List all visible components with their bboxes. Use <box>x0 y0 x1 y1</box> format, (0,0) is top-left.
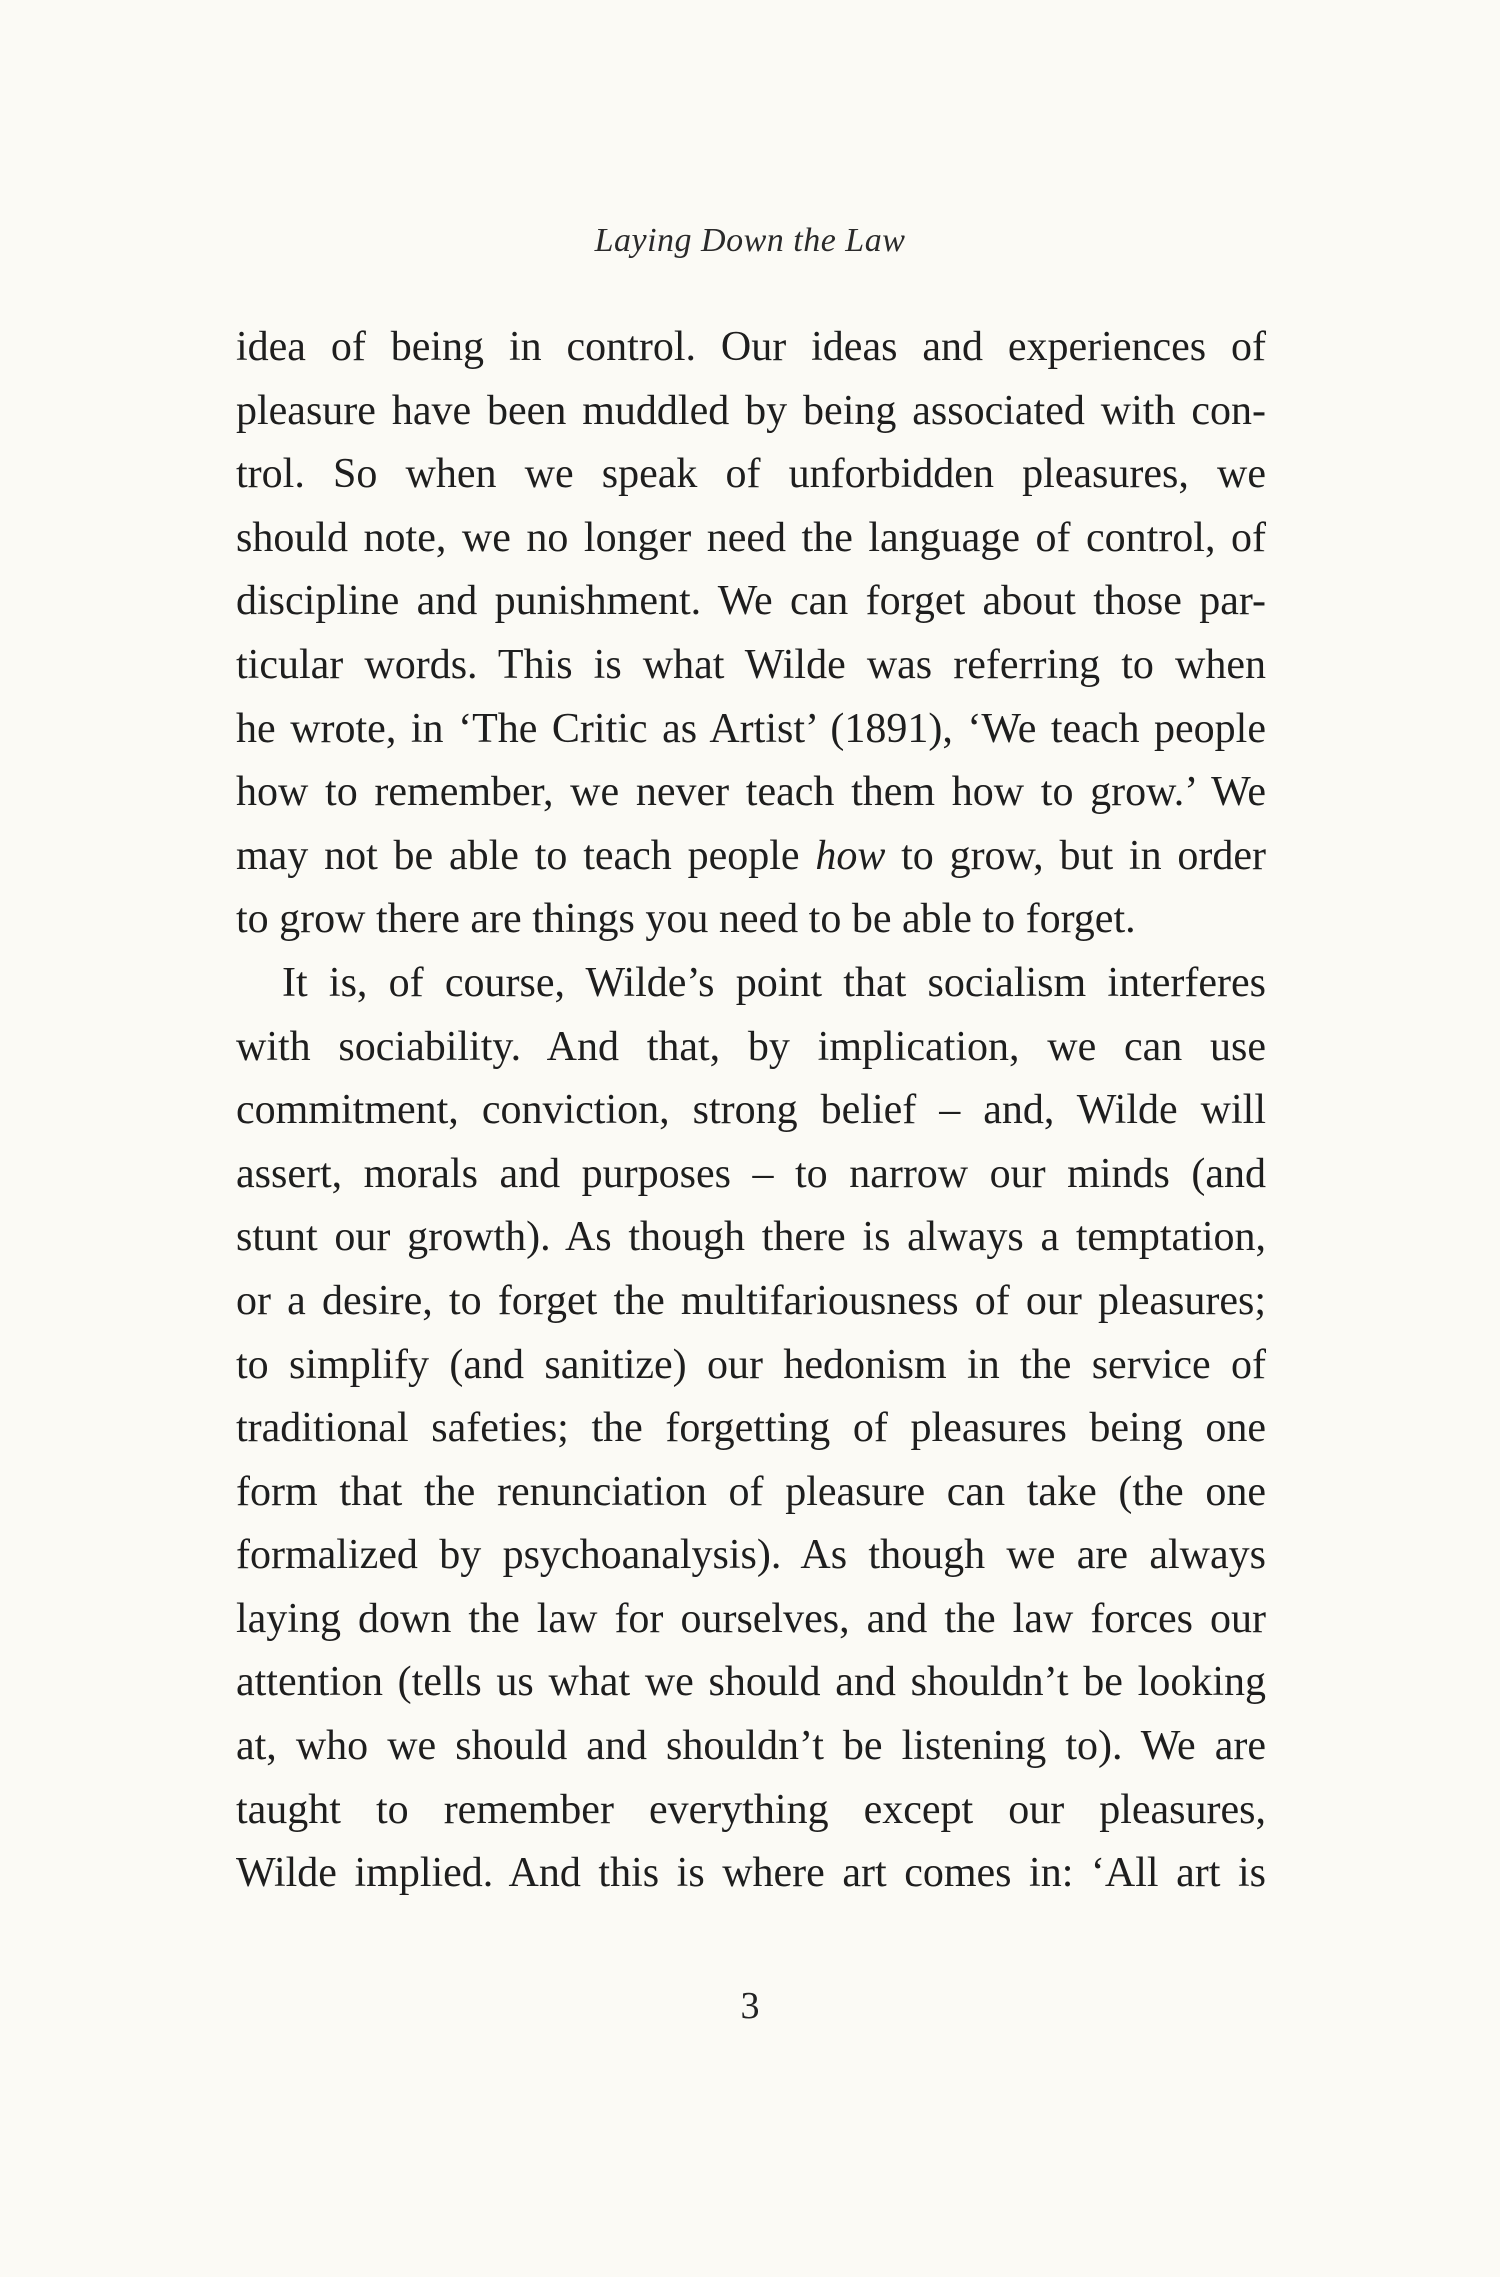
text-segment: to grow, but in order <box>885 832 1266 879</box>
text-line: how to remember, we never teach them how to grow.’ We <box>236 769 1266 816</box>
text-line: form that the renunciation of pleasure can take (the one <box>236 1468 1266 1515</box>
paragraph-2 <box>236 952 1266 1906</box>
text-segment: may not be able to teach people <box>236 832 816 879</box>
text-line: idea of being in control. Our ideas and experiences of <box>236 324 1266 370</box>
text-line: pleasure have been muddled by being associated with con- <box>236 387 1266 434</box>
text-line: with sociability. And that, by implication, we can use <box>236 1023 1266 1070</box>
page-number: 3 <box>740 1985 760 2027</box>
text-line: Wilde implied. And this is where art comes in: ‘All art is <box>236 1850 1266 1897</box>
paragraph-1 <box>236 316 1266 952</box>
text-line: at, who we should and shouldn’t be listening to). We are <box>236 1723 1266 1770</box>
text-line: stunt our growth). As though there is always a temptation, <box>236 1214 1266 1261</box>
text-line: laying down the law for ourselves, and the law forces our <box>236 1595 1266 1642</box>
text-line: ticular words. This is what Wilde was referring to when <box>236 641 1266 688</box>
text-line: trol. So when we speak of unforbidden pleasures, we <box>236 451 1266 498</box>
text-line: discipline and punishment. We can forget about those par- <box>236 578 1266 625</box>
text-line: attention (tells us what we should and shouldn’t be looking <box>236 1659 1266 1706</box>
text-line: he wrote, in ‘The Critic as Artist’ (1891), ‘We teach people <box>236 705 1266 752</box>
text-line: commitment, conviction, strong belief – and, Wilde will <box>236 1087 1266 1134</box>
text-line: It is, of course, Wilde’s point that socialism interferes <box>282 959 1266 1006</box>
text-line <box>236 825 1266 889</box>
text-line: to simplify (and sanitize) our hedonism in the service of <box>236 1341 1266 1388</box>
text-line: or a desire, to forget the multifariousness of our pleasures; <box>236 1277 1266 1324</box>
italic-emphasis: how <box>815 832 886 879</box>
text-line: to grow there are things you need to be able to forget. <box>236 896 1136 943</box>
text-line: formalized by psychoanalysis). As though we are always <box>236 1532 1266 1579</box>
text-line: traditional safeties; the forgetting of pleasures being one <box>236 1405 1266 1452</box>
text-line: taught to remember everything except our pleasures, <box>236 1786 1266 1833</box>
running-head: Laying Down the Law <box>594 222 906 259</box>
text-line: assert, morals and purposes – to narrow our minds (and <box>236 1150 1266 1197</box>
text-line: should note, we no longer need the language of control, of <box>236 514 1266 561</box>
body-text <box>236 316 1266 1906</box>
